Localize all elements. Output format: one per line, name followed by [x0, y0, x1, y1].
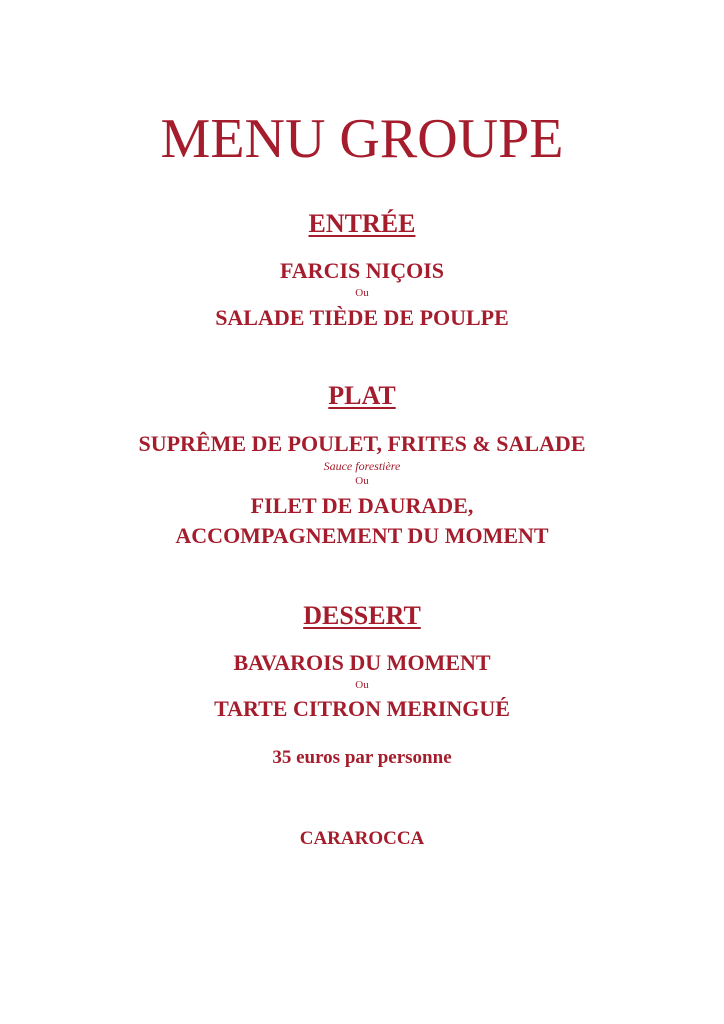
- entree-option-1: FARCIS NIÇOIS: [279, 258, 444, 283]
- plat-option-2-line-1: FILET DE DAURADE,: [250, 493, 474, 518]
- restaurant-name: CARAROCCA: [299, 828, 425, 849]
- section-heading-plat: PLAT: [328, 381, 396, 410]
- entree-option-2: SALADE TIÈDE DE POULPE: [215, 305, 509, 330]
- plat-or-separator: Ou: [355, 475, 369, 487]
- plat-option-1-note: Sauce forestière: [323, 459, 401, 473]
- section-heading-dessert: DESSERT: [303, 601, 421, 630]
- dessert-or-separator: Ou: [355, 679, 369, 691]
- page-title: MENU GROUPE: [160, 108, 564, 170]
- dessert-option-2: TARTE CITRON MERINGUÉ: [214, 696, 510, 721]
- dessert-option-1: BAVAROIS DU MOMENT: [233, 650, 491, 675]
- entree-or-separator: Ou: [355, 287, 369, 299]
- price-per-person: 35 euros par personne: [272, 747, 452, 768]
- plat-option-1: SUPRÊME DE POULET, FRITES & SALADE: [138, 431, 586, 456]
- section-heading-entree: ENTRÉE: [308, 209, 416, 238]
- plat-option-2-line-2: ACCOMPAGNEMENT DU MOMENT: [175, 523, 549, 548]
